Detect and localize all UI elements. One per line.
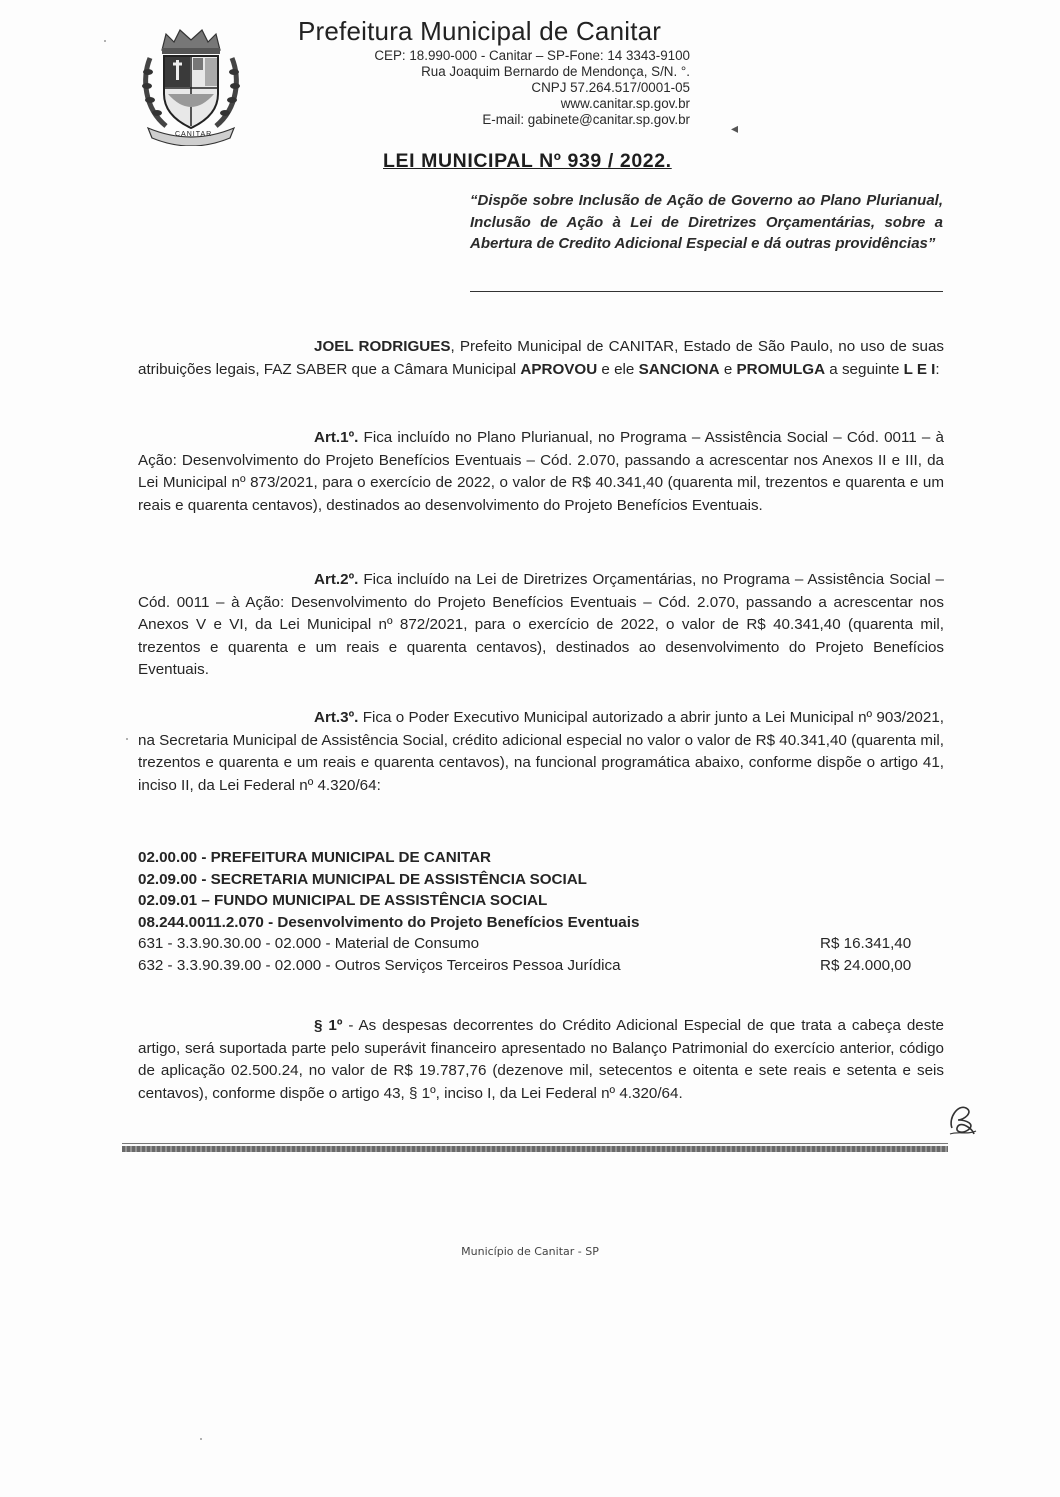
- scan-speck: [104, 40, 106, 42]
- crest-ribbon-text: CANITAR: [175, 131, 213, 138]
- budget-item-row: [138, 955, 944, 977]
- budget-classification: [138, 847, 944, 976]
- scan-mark-icon: ◂: [731, 120, 739, 136]
- paragraph-1-label: § 1º: [314, 1017, 343, 1034]
- article-2-text: Fica incluído na Lei de Diretrizes Orçamentárias, no Programa – Assistência Social – Cód. 0011 – à Ação: Desenvolvimento do Projeto Benefícios Eventuais – Cód. 2.070, passando a acrescentar nos Anexos V e VI, da Lei Municipal nº 872/2021, para o exercício de 2022, o valor de R$ 40.341,40 (quarenta mil, trezentos e quarenta e um reais e quarenta centavos), destinados ao desenvolvimento do Projeto Benefícios Eventuais.: [138, 571, 944, 679]
- budget-org-secretaria: 02.09.00 - SECRETARIA MUNICIPAL DE ASSISTÊNCIA SOCIAL: [138, 870, 587, 888]
- header-website-line: www.canitar.sp.gov.br: [560, 96, 690, 111]
- page-footer: Município de Canitar - SP: [461, 1245, 599, 1258]
- article-1: [138, 427, 944, 517]
- ementa-underline: [470, 291, 943, 292]
- budget-item-value: R$ 24.000,00: [820, 956, 912, 974]
- budget-item-description: 631 - 3.3.90.30.00 - 02.000 - Material de Consumo: [138, 935, 480, 952]
- law-ementa: “Dispõe sobre Inclusão de Ação de Governo ao Plano Plurianual, Inclusão de Ação à Lei de Diretrizes Orçamentárias, sobre a Abertura de Credito Adicional Especial e dá outras providências”: [470, 192, 943, 252]
- budget-item-value: R$ 16.341,40: [820, 935, 912, 952]
- paragraph-1-text: - As despesas decorrentes do Crédito Adicional Especial de que trata a cabeça deste artigo, será suportada parte pelo superávit financeiro apresentado no Balanço Patrimonial do exercício anterior, código de aplicação 02.500.24, no valor de R$ 19.787,76 (dezenove mil, setecentos e oitenta e sete reais e setenta e seis centavos), conforme dispõe o artigo 43, § 1º, inciso I, da Lei Federal nº 4.320/64.: [138, 1017, 944, 1102]
- article-3: [138, 707, 944, 797]
- intro-aprovou: APROVOU: [520, 360, 598, 378]
- institution-name: Prefeitura Municipal de Canitar: [298, 16, 662, 46]
- intro-text-4: a seguinte: [825, 360, 904, 378]
- scan-speck: [126, 738, 128, 740]
- footer-divider: [122, 1146, 948, 1152]
- budget-program-name: - Desenvolvimento do Projeto Benefícios Eventuais: [263, 913, 640, 931]
- law-title: LEI MUNICIPAL Nº 939 / 2022.: [383, 150, 672, 172]
- article-3-text: Fica o Poder Executivo Municipal autorizado a abrir junto a Lei Municipal nº 903/2021, na Secretaria Municipal de Assistência Social, crédito adicional especial no valor o valor de R$ 40.341,40 (quarenta mil, trezentos e quarenta e um reais e quarenta centavos), na funcional programática abaixo, conforme dispõe o artigo 41, inciso II, da Lei Federal nº 4.320/64:: [138, 709, 944, 794]
- header-contact-block: [0, 48, 690, 128]
- budget-org-fundo: 02.09.01 – FUNDO MUNICIPAL DE ASSISTÊNCIA SOCIAL: [138, 892, 548, 909]
- intro-lei: L E I: [903, 360, 936, 378]
- intro-sanciona: SANCIONA: [638, 360, 720, 378]
- budget-item-description: 632 - 3.3.90.39.00 - 02.000 - Outros Serviços Terceiros Pessoa Jurídica: [138, 956, 621, 974]
- intro-text-5: :: [935, 360, 940, 378]
- budget-item-row: [138, 933, 944, 955]
- budget-program-code: 08.244.0011.2.070: [138, 913, 264, 931]
- article-3-label: Art.3º.: [314, 709, 359, 726]
- header-email-line: E-mail: gabinete@canitar.sp.gov.br: [482, 112, 690, 127]
- paragraph-1: [138, 1015, 944, 1105]
- header-address-line: Rua Joaquim Bernardo de Mendonça, S/N. °.: [421, 64, 690, 79]
- budget-org-prefeitura: 02.00.00 - PREFEITURA MUNICIPAL DE CANITAR: [138, 849, 492, 866]
- article-2-label: Art.2º.: [314, 571, 359, 588]
- mayor-name: JOEL RODRIGUES: [314, 338, 451, 355]
- handwritten-initials-signature: [944, 1098, 980, 1138]
- intro-text-2: e ele: [597, 360, 639, 378]
- scan-speck: [200, 1438, 202, 1440]
- article-2: [138, 569, 944, 682]
- intro-paragraph: [138, 336, 944, 381]
- intro-promulga: PROMULGA: [736, 360, 826, 378]
- article-1-label: Art.1º.: [314, 429, 359, 446]
- budget-program-line: [138, 912, 944, 934]
- header-cnpj-line: CNPJ 57.264.517/0001-05: [531, 80, 690, 95]
- intro-text-3: e: [719, 360, 737, 378]
- footer-divider-thin: [122, 1143, 948, 1144]
- article-1-text: Fica incluído no Plano Plurianual, no Programa – Assistência Social – Cód. 0011 – à Ação: Desenvolvimento do Projeto Benefícios Eventuais – Cód. 2.070, passando a acrescentar nos Anexos II e III, da Lei Municipal nº 873/2021, para o exercício de 2022, o valor de R$ 40.341,40 (quarenta mil, trezentos e quarenta e um reais e quarenta centavos), destinados ao desenvolvimento do Projeto Benefícios Eventuais.: [138, 429, 944, 514]
- intro-text-1: , Prefeito Municipal de CANITAR, Estado de São Paulo, no uso de suas atribuições legais, FAZ SABER que a Câmara Municipal: [138, 338, 944, 378]
- header-cep-line: CEP: 18.990-000 - Canitar – SP-Fone: 14 3343-9100: [374, 48, 690, 63]
